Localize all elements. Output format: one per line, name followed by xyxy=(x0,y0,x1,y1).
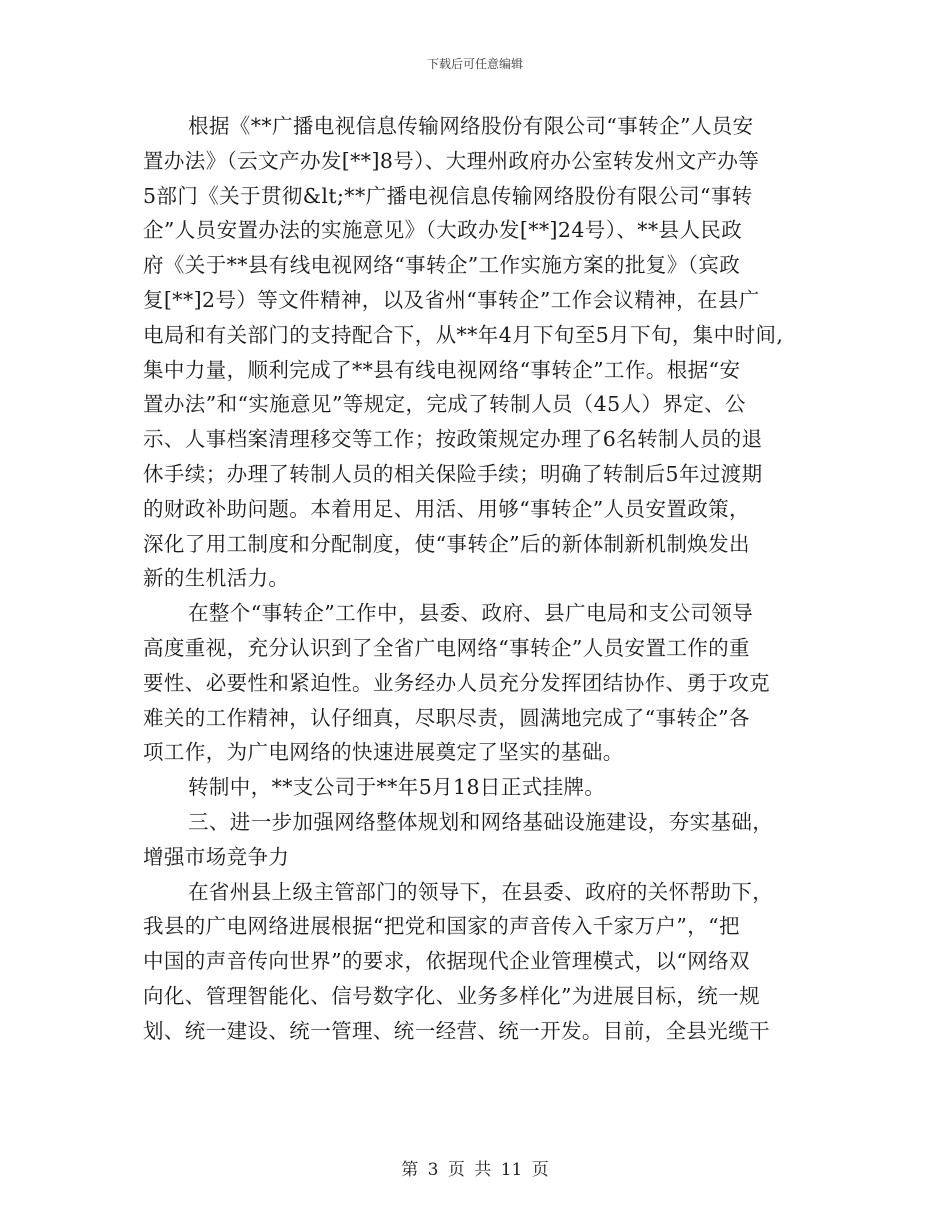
paragraph-line: 我县的广电网络进展根据“把党和国家的声音传入千家万户”，“把 xyxy=(143,914,740,939)
paragraph-line: 的财政补助问题。本着用足、用活、用够“事转企”人员安置政策， xyxy=(143,496,750,521)
paragraph-line: 划、统一建设、统一管理、统一经营、统一开发。目前，全县光缆干 xyxy=(143,1018,770,1043)
paragraph-line: 府《关于**县有线电视网络“事转企”工作实施方案的批复》（宾政 xyxy=(143,253,741,278)
section-heading: 增强市场竞争力 xyxy=(143,844,290,869)
paragraph-line: 向化、管理智能化、信号数字化、业务多样化”为进展目标，统一规 xyxy=(143,983,760,1008)
paragraph-line: 在省州县上级主管部门的领导下，在县委、政府的关怀帮助下， xyxy=(188,879,774,904)
paragraph-line: 示、人事档案清理移交等工作；按政策规定办理了6名转制人员的退 xyxy=(143,427,763,452)
document-body xyxy=(143,109,833,1049)
paragraph-line: 5部门《关于贯彻&lt;**广播电视信息传输网络股份有限公司“事转 xyxy=(143,183,753,208)
paragraph-line: 休手续；办理了转制人员的相关保险手续；明确了转制后5年过渡期 xyxy=(143,461,763,486)
paragraph-line: 深化了用工制度和分配制度，使“事转企”后的新体制新机制焕发出 xyxy=(143,531,750,556)
page-header: 下载后可任意编辑 xyxy=(426,57,523,71)
paragraph-line: 根据《**广播电视信息传输网络股份有限公司“事转企”人员安 xyxy=(188,114,754,138)
paragraph-line: 新的生机活力。 xyxy=(143,566,290,591)
paragraph-line: 中国的声音传向世界”的要求，依据现代企业管理模式，以“网络双 xyxy=(143,949,750,974)
page-number-footer: 第 3 页 共 11 页 xyxy=(401,1160,549,1180)
paragraph-line: 电局和有关部门的支持配合下，从**年4月下旬至5月下旬，集中时间, xyxy=(143,322,784,347)
paragraph-line: 企”人员安置办法的实施意见》（大政办发[**]24号）、**县人民政 xyxy=(143,218,743,243)
section-heading: 三、进一步加强网络整体规划和网络基础设施建设，夯实基础， xyxy=(188,809,774,834)
paragraph-line: 复[**]2号）等文件精神，以及省州“事转企”工作会议精神，在县广 xyxy=(143,287,760,312)
paragraph-line: 转制中，**支公司于**年5月18日正式挂牌。 xyxy=(188,775,606,800)
paragraph-line: 要性、必要性和紧迫性。业务经办人员充分发挥团结协作、勇于攻克 xyxy=(143,670,770,695)
paragraph-line: 难关的工作精神，认仔细真，尽职尽责，圆满地完成了“事转企”各 xyxy=(143,705,750,730)
paragraph-line: 项工作，为广电网络的快速进展奠定了坚实的基础。 xyxy=(143,740,624,765)
paragraph-line: 置办法”和“实施意见”等规定，完成了转制人员（45人）界定、公 xyxy=(143,392,746,417)
paragraph-line: 集中力量，顺利完成了**县有线电视网络“事转企”工作。根据“安 xyxy=(143,357,741,382)
paragraph-line: 高度重视，充分认识到了全省广电网络“事转企”人员安置工作的重 xyxy=(143,635,750,660)
paragraph-line: 置办法》（云文产办发[**]8号）、大理州政府办公室转发州文产办等 xyxy=(143,148,760,173)
paragraph-line: 在整个“事转企”工作中，县委、政府、县广电局和支公司领导 xyxy=(188,601,754,626)
